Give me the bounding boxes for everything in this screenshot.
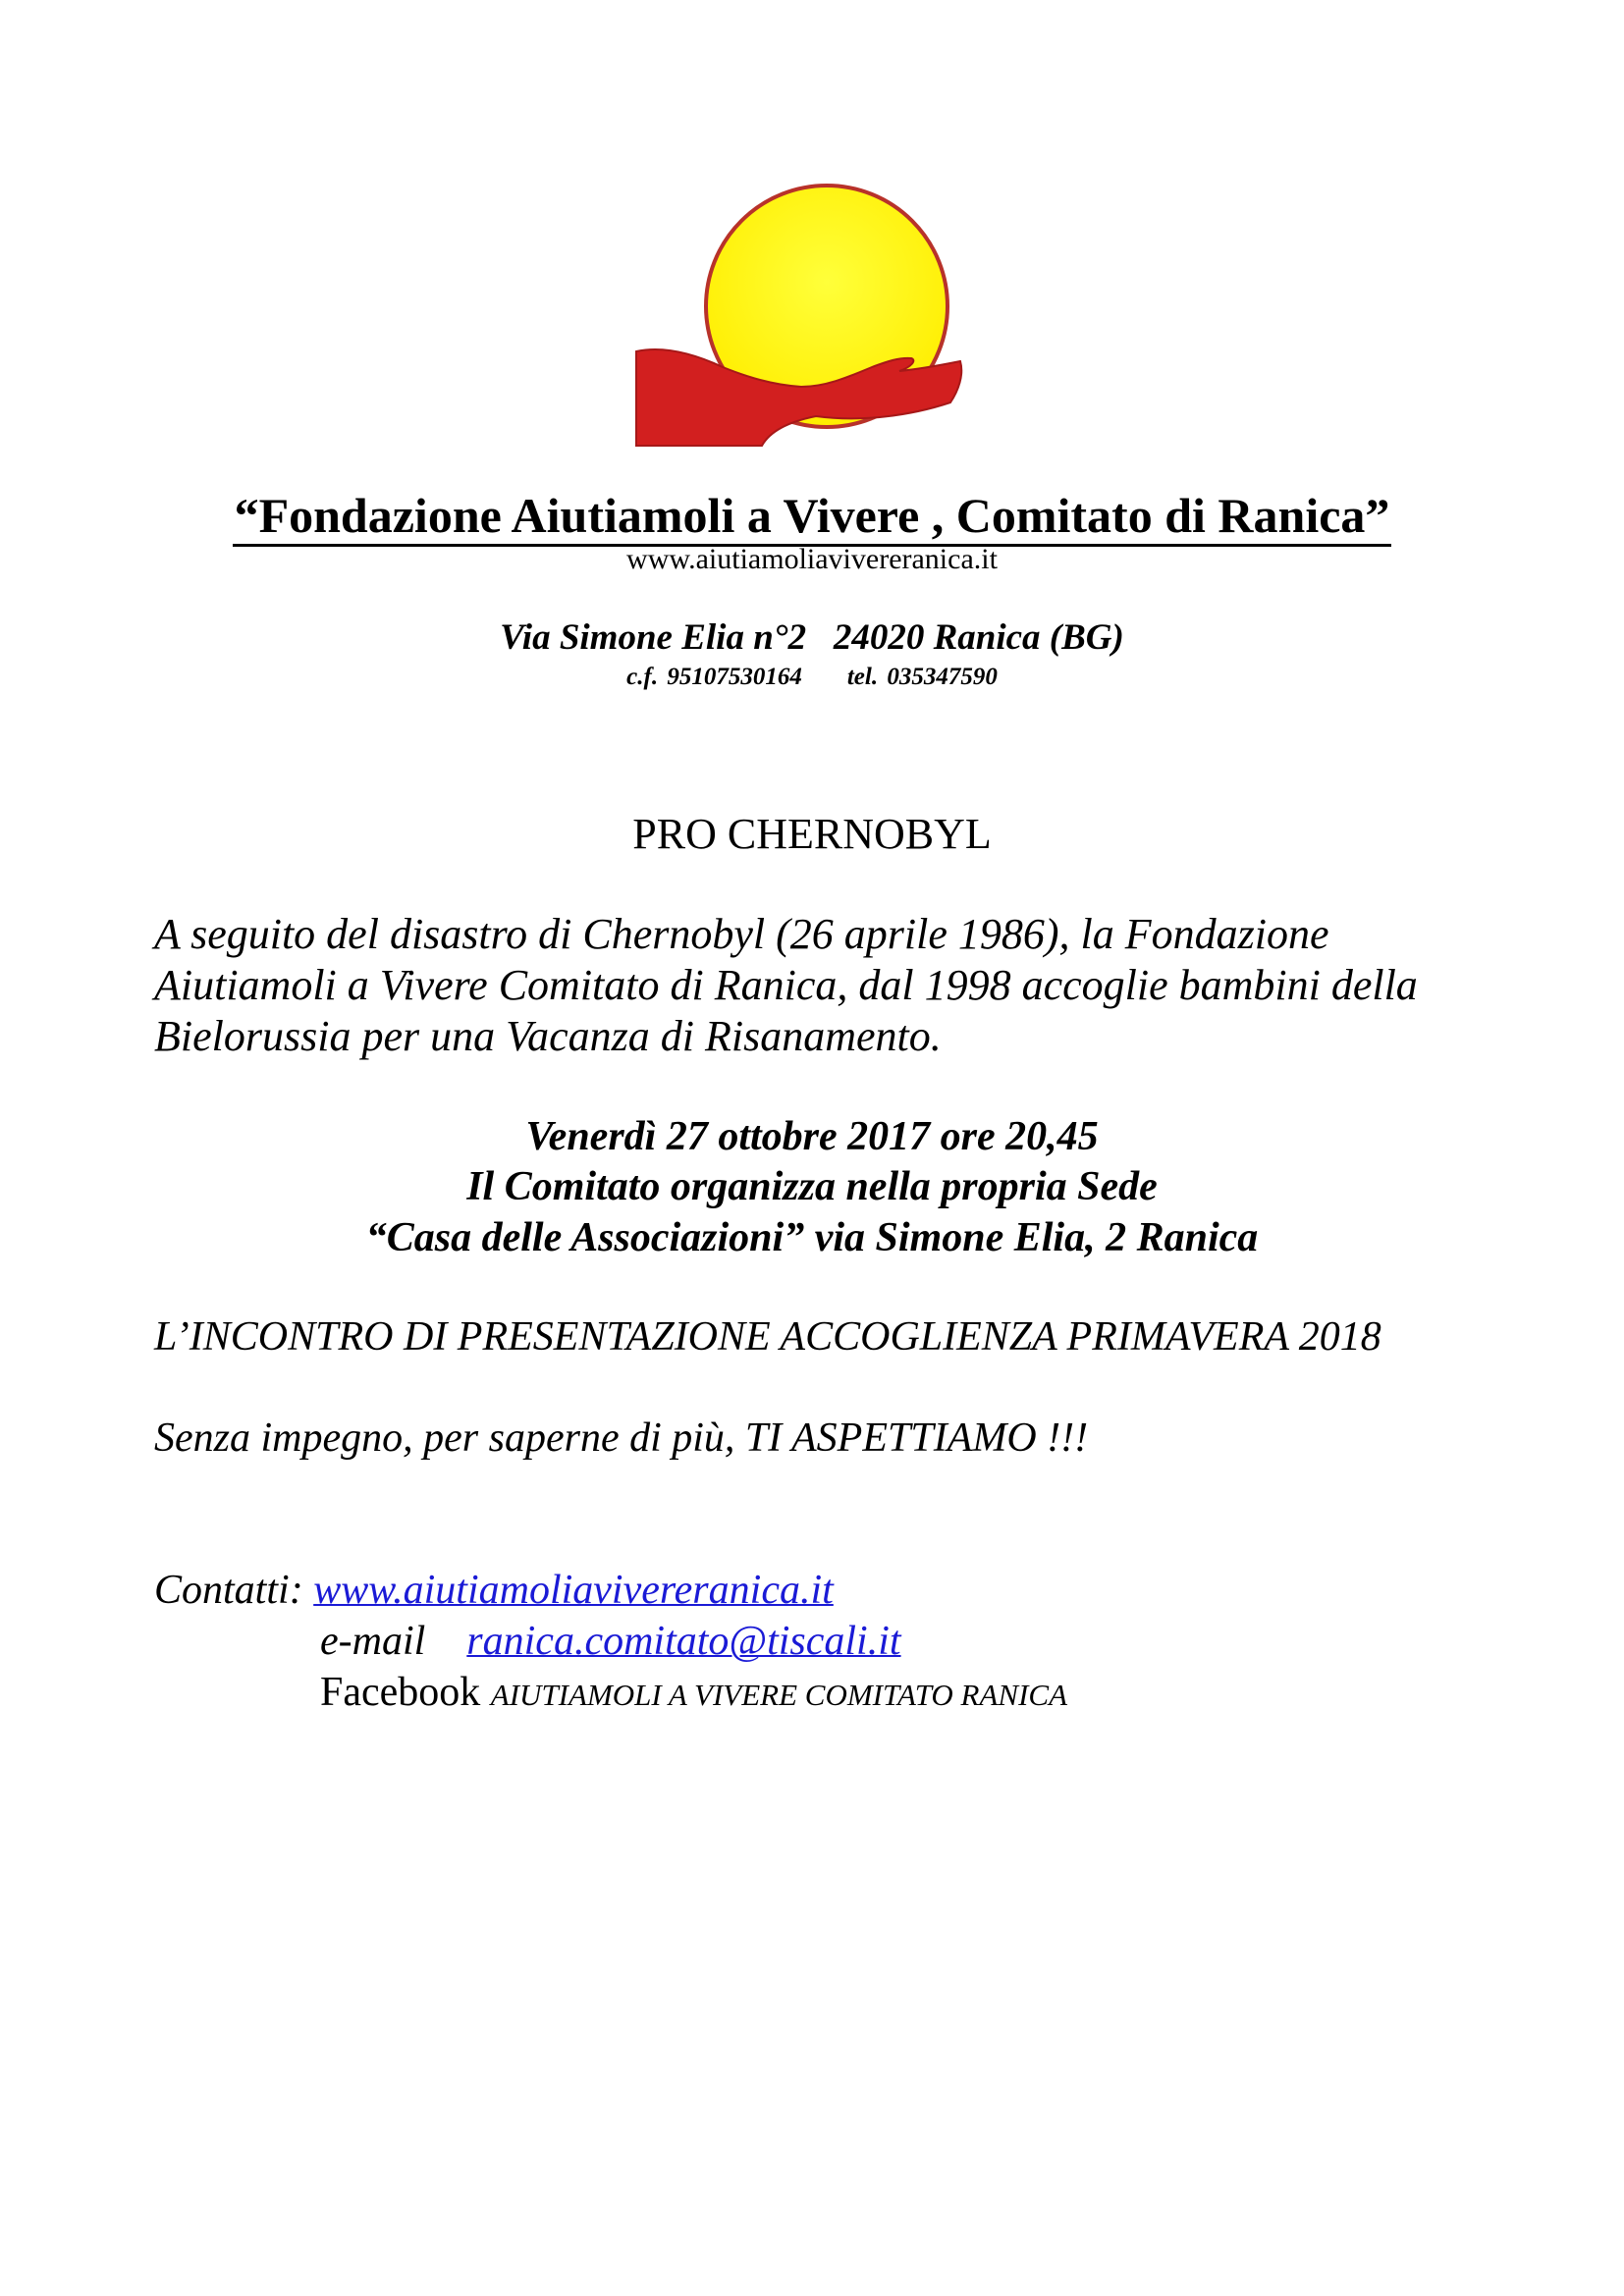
address: Via Simone Elia n°2 24020 Ranica (BG) <box>500 617 1124 658</box>
website-link[interactable]: www.aiutiamoliavivereranica.it <box>313 1568 834 1613</box>
contacts-email-row <box>320 1618 901 1665</box>
facebook-label: Facebook <box>320 1670 481 1715</box>
event-date: Venerdì 27 ottobre 2017 ore 20,45 <box>525 1114 1099 1159</box>
paragraph-line: Bielorussia per una Vacanza di Risanamento. <box>154 1012 942 1060</box>
paragraph-line: Aiutiamoli a Vivere Comitato di Ranica, dal 1998 accoglie bambini della <box>154 961 1418 1009</box>
organization-title: “Fondazione Aiutiamoli a Vivere , Comitato di Ranica” <box>0 487 1624 544</box>
event-place: “Casa delle Associazioni” via Simone Elia, 2 Ranica <box>365 1215 1259 1260</box>
facebook-name: AIUTIAMOLI A VIVERE COMITATO RANICA <box>490 1678 1068 1712</box>
contacts-facebook-row <box>320 1669 1067 1716</box>
fiscal-phone-line <box>0 664 1624 691</box>
email-label: e-mail <box>320 1619 426 1664</box>
contacts-label: Contatti: <box>154 1568 303 1613</box>
sun-with-hand-logo <box>624 159 1017 454</box>
phone-number: tel. 035347590 <box>846 664 998 690</box>
intro-paragraph <box>154 909 1529 1062</box>
fiscal-code: c.f. 95107530164 <box>626 664 802 690</box>
event-organizer: Il Comitato organizza nella propria Sede <box>466 1164 1158 1209</box>
header-website: www.aiutiamoliavivereranica.it <box>626 543 998 575</box>
section-heading: PRO CHERNOBYL <box>632 810 992 858</box>
email-link[interactable]: ranica.comitato@tiscali.it <box>466 1619 901 1664</box>
invitation: Senza impegno, per saperne di più, TI ASPETTIAMO !!! <box>154 1415 1089 1461</box>
contacts-website-row <box>154 1567 834 1614</box>
meeting-announcement: L’INCONTRO DI PRESENTAZIONE ACCOGLIENZA PRIMAVERA 2018 <box>154 1314 1381 1360</box>
paragraph-line: A seguito del disastro di Chernobyl (26 aprile 1986), la Fondazione <box>154 910 1329 958</box>
